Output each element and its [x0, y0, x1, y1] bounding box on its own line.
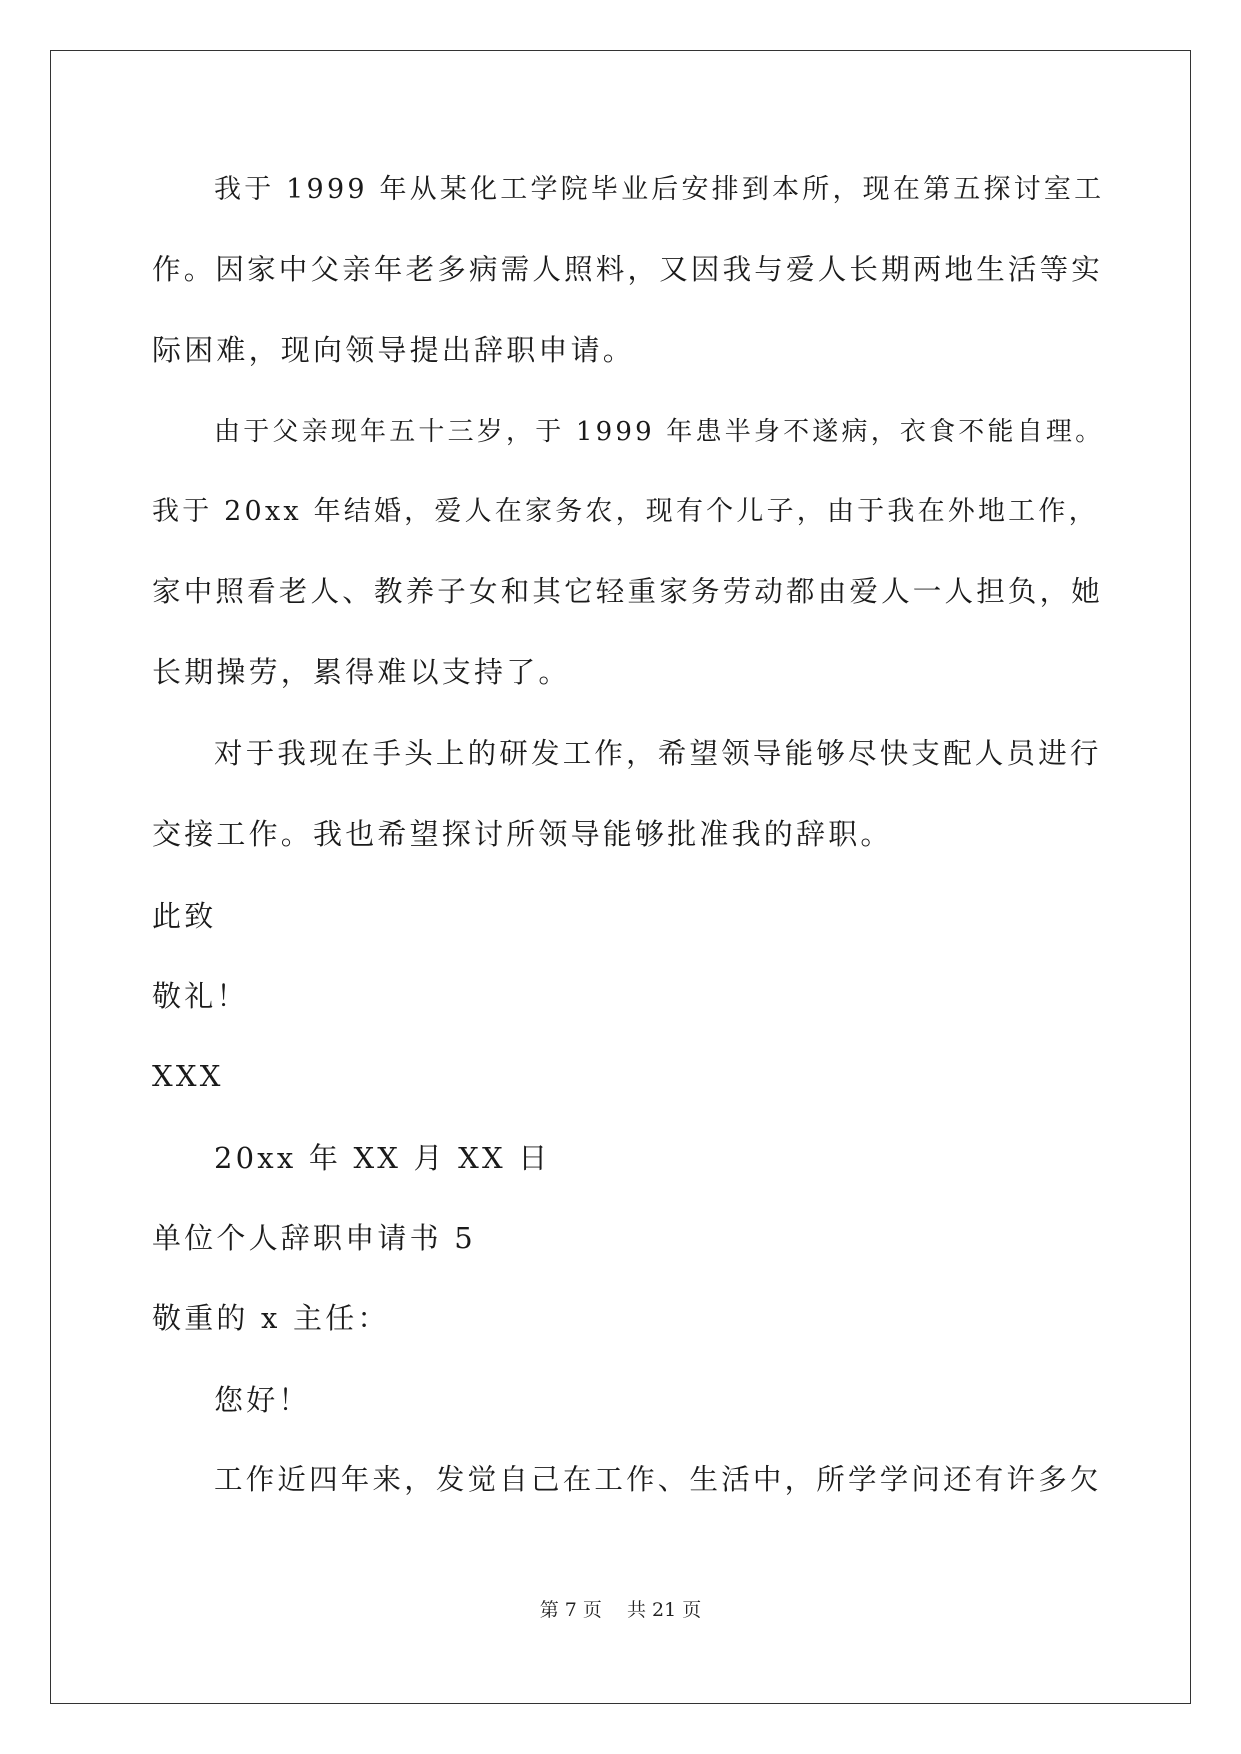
paragraph-line: 际困难，现向领导提出辞职申请。 [152, 333, 636, 367]
paragraph-line: 家中照看老人、教养子女和其它轻重家务劳动都由爱人一人担负，她 [152, 575, 1104, 608]
section-title: 单位个人辞职申请书 5 [152, 1221, 476, 1255]
letter-opening: 您好！ [214, 1383, 311, 1417]
paragraph-line: 长期操劳，累得难以支持了。 [152, 655, 571, 689]
closing-salutation: 此致 [152, 899, 217, 933]
paragraph-line: 作。因家中父亲年老多病需人照料，又因我与爱人长期两地生活等实 [152, 253, 1104, 286]
letter-greeting: 敬重的 x 主任： [152, 1301, 390, 1335]
page-border [50, 50, 1191, 1704]
paragraph-line: 我于 1999 年从某化工学院毕业后安排到本所，现在第五探讨室工 [214, 174, 1105, 205]
paragraph-line: 由于父亲现年五十三岁，于 1999 年患半身不遂病，衣食不能自理。 [214, 417, 1105, 447]
page-number-footer: 第 7 页 共 21 页 [539, 1599, 702, 1621]
paragraph-line: 交接工作。我也希望探讨所领导能够批准我的辞职。 [152, 817, 893, 851]
paragraph-line: 工作近四年来，发觉自己在工作、生活中，所学学问还有许多欠 [214, 1463, 1102, 1496]
paragraph-line: 对于我现在手头上的研发工作，希望领导能够尽快支配人员进行 [214, 737, 1102, 770]
closing-regards: 敬礼！ [152, 979, 249, 1013]
signature-date: 20xx 年 XX 月 XX 日 [214, 1141, 551, 1175]
paragraph-line: 我于 20xx 年结婚，爱人在家务农，现有个儿子，由于我在外地工作， [152, 496, 1099, 527]
signature-name: XXX [152, 1059, 224, 1093]
